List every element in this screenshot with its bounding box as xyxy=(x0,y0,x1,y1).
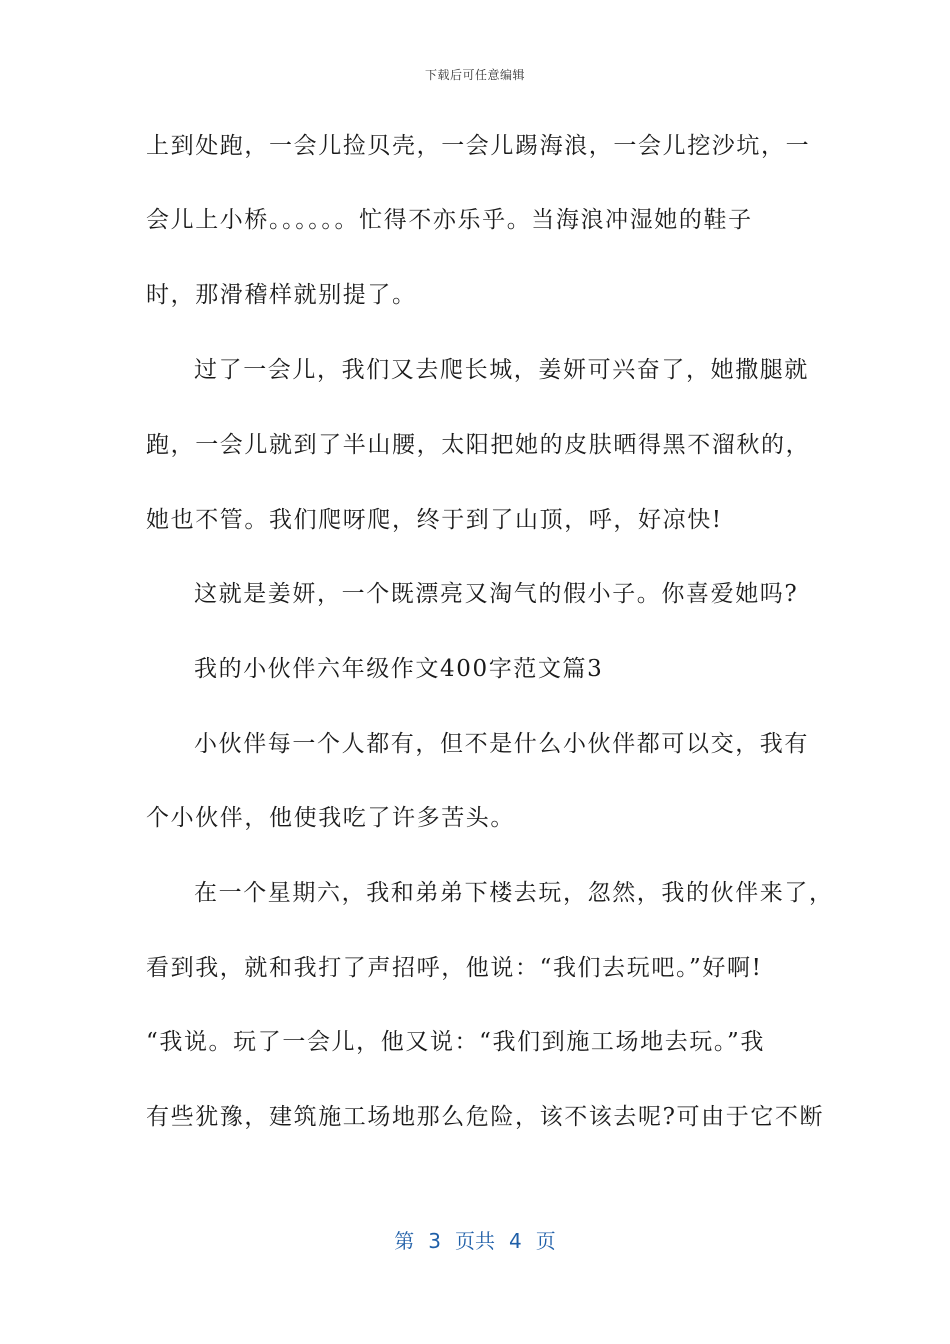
page-footer xyxy=(0,1225,950,1254)
page-header-note: 下载后可任意编辑 xyxy=(424,68,525,82)
text-line: 过了一会儿，我们又去爬长城，姜妍可兴奋了，她撒腿就 xyxy=(194,357,809,383)
text-line: 看到我，就和我打了声招呼，他说：“我们去玩吧。”好啊! xyxy=(146,955,763,981)
text-line: 会儿上小桥。。。。。。忙得不亦乐乎。当海浪冲湿她的鞋子 xyxy=(146,207,753,233)
footer-prefix: 第 xyxy=(394,1229,415,1253)
text-line: 有些犹豫，建筑施工场地那么危险，该不该去呢?可由于它不断 xyxy=(146,1104,825,1130)
text-line: “我说。玩了一会儿，他又说：“我们到施工场地去玩。”我 xyxy=(146,1029,765,1055)
text-line: 小伙伴每一个人都有，但不是什么小伙伴都可以交，我有 xyxy=(194,731,809,757)
footer-suffix: 页 xyxy=(535,1229,556,1253)
section-heading: 我的小伙伴六年级作文400字范文篇3 xyxy=(194,656,604,682)
text-line: 上到处跑，一会儿捡贝壳，一会儿踢海浪，一会儿挖沙坑，一 xyxy=(146,133,811,159)
current-page-number: 3 xyxy=(428,1229,441,1253)
total-pages-number: 4 xyxy=(509,1229,522,1253)
text-line: 时，那滑稽样就别提了。 xyxy=(146,282,417,308)
text-line: 在一个星期六，我和弟弟下楼去玩，忽然，我的伙伴来了， xyxy=(194,880,834,906)
text-line: 这就是姜妍，一个既漂亮又淘气的假小子。你喜爱她吗? xyxy=(194,581,799,607)
footer-middle: 页共 xyxy=(455,1229,495,1253)
text-line: 个小伙伴，他使我吃了许多苦头。 xyxy=(146,805,515,831)
text-line: 跑，一会儿就到了半山腰，太阳把她的皮肤晒得黑不溜秋的， xyxy=(146,432,811,458)
text-line: 她也不管。我们爬呀爬，终于到了山顶，呼，好凉快! xyxy=(146,507,723,533)
